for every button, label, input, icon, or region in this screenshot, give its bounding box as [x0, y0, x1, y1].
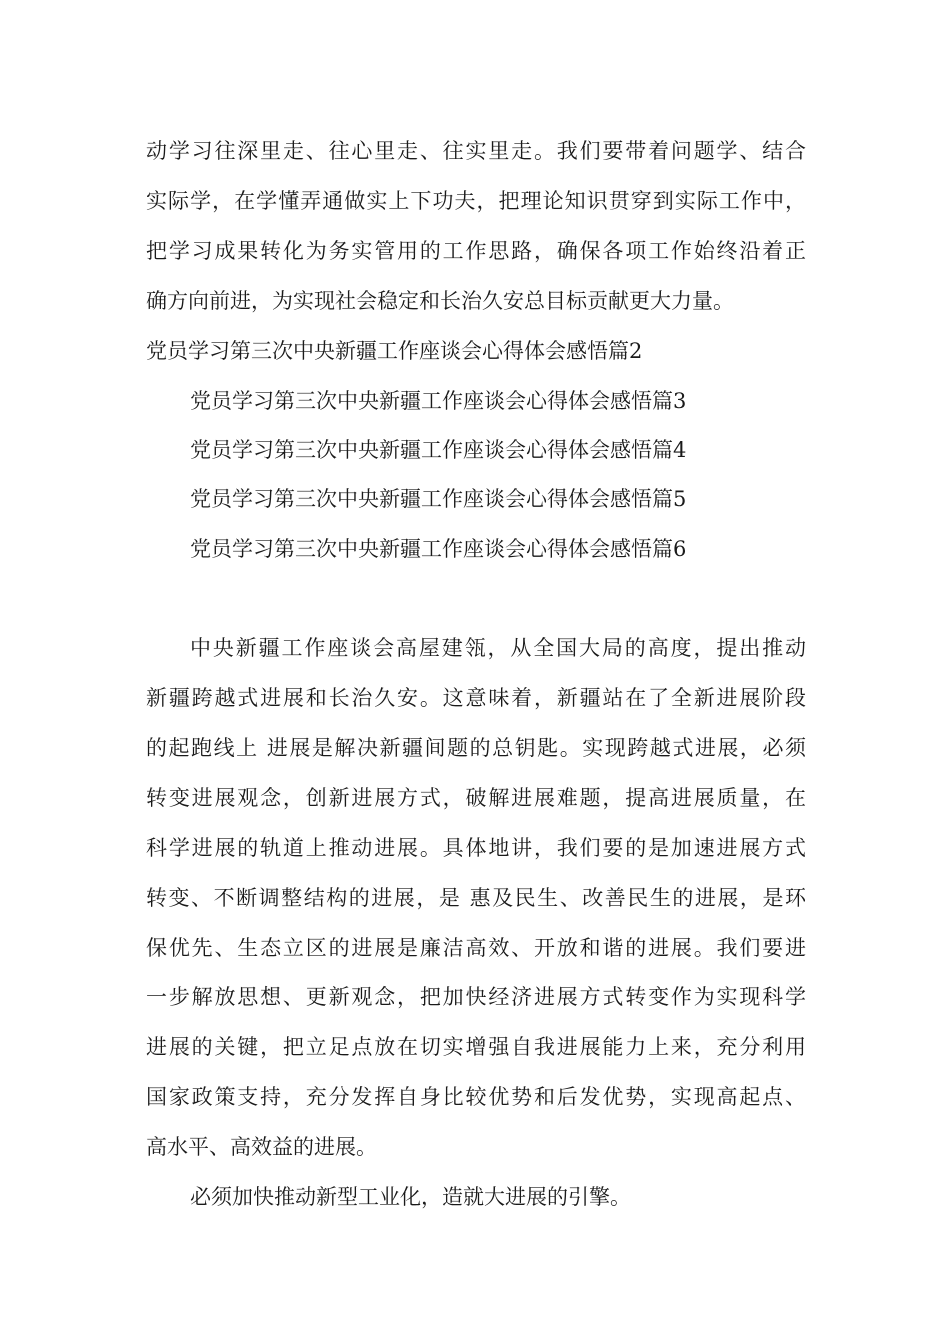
intro-line: 把学习成果转化为务实管用的工作思路，确保各项工作始终沿着正 — [146, 239, 806, 263]
body-line: 转变、不断调整结构的进展，是 惠及民生、改善民生的进展，是环 — [146, 886, 806, 910]
intro-line: 实际学，在学懂弄通做实上下功夫，把理论知识贯穿到实际工作中， — [146, 189, 806, 213]
toc-item: 党员学习第三次中央新疆工作座谈会心得体会感悟篇4 — [190, 438, 687, 462]
body-line: 一步解放思想、更新观念，把加快经济进展方式转变作为实现科学 — [146, 985, 806, 1009]
body-line: 科学进展的轨道上推动进展。具体地讲，我们要的是加速进展方式 — [146, 836, 806, 860]
toc-item: 党员学习第三次中央新疆工作座谈会心得体会感悟篇3 — [190, 389, 687, 413]
body-line: 的起跑线上 进展是解决新疆间题的总钥匙。实现跨越式进展，必须 — [146, 736, 806, 760]
body-line: 保优先、生态立区的进展是廉洁高效、开放和谐的进展。我们要进 — [146, 936, 806, 960]
toc-item: 党员学习第三次中央新疆工作座谈会心得体会感悟篇2 — [146, 339, 643, 363]
body-line: 新疆跨越式进展和长治久安。这意味着，新疆站在了全新进展阶段 — [146, 686, 806, 710]
toc-item: 党员学习第三次中央新疆工作座谈会心得体会感悟篇6 — [190, 537, 687, 561]
toc-item: 党员学习第三次中央新疆工作座谈会心得体会感悟篇5 — [190, 487, 687, 511]
body-line: 进展的关键，把立足点放在切实增强自我进展能力上来，充分利用 — [146, 1035, 806, 1059]
body-line: 国家政策支持，充分发挥自身比较优势和后发优势，实现高起点、 — [146, 1085, 806, 1109]
intro-line: 动学习往深里走、往心里走、往实里走。我们要带着问题学、结合 — [146, 139, 806, 163]
body-line: 中央新疆工作座谈会高屋建瓴，从全国大局的高度，提出推动 — [190, 636, 806, 660]
body-line: 高水平、高效益的进展。 — [146, 1135, 377, 1159]
intro-line: 确方向前进，为实现社会稳定和长治久安总目标贡献更大力量。 — [146, 289, 734, 313]
body-line: 转变进展观念，创新进展方式，破解进展难题，提高进展质量，在 — [146, 786, 806, 810]
closing-line: 必须加快推动新型工业化，造就大进展的引擎。 — [190, 1185, 631, 1209]
